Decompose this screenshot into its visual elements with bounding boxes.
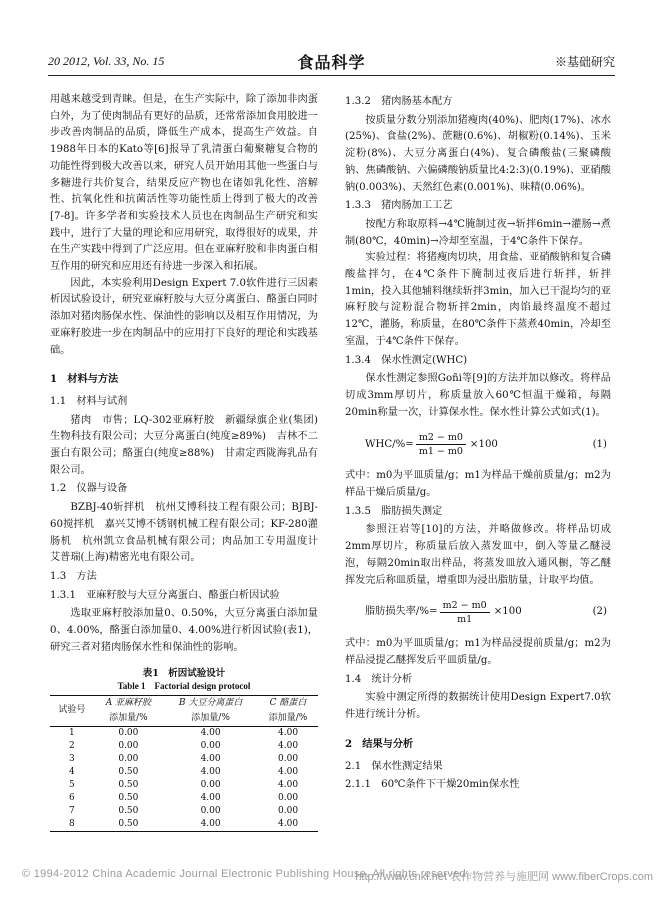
cell: 4.00	[200, 727, 221, 738]
subsection-1-3-5: 1.3.5 脂肪损失测定	[345, 505, 443, 517]
subsection-2-1-1: 2.1.1 60℃条件下干燥20min保水性	[345, 779, 520, 791]
cell: 7	[68, 805, 75, 816]
equation-2-number: (2)	[592, 606, 607, 618]
subsection-1-3-1: 1.3.1 亚麻籽胶与大豆分离蛋白、酪蛋白析因试验	[50, 589, 280, 601]
cell: 1	[68, 727, 75, 738]
table-row	[50, 805, 318, 818]
cell: 0.00	[200, 805, 221, 816]
table-row	[50, 740, 318, 753]
equation-1-multiplier: ×100	[469, 438, 498, 450]
cell: 0.00	[278, 792, 299, 803]
header-rule	[48, 75, 615, 76]
cell: 0.50	[94, 818, 163, 832]
equipment-text: BZBJ-40斩拌机 杭州艾博科技工程有限公司；BJBJ-60搅拌机 嘉兴艾博不锈钢机械工程有限公司；KF-280灌肠机 杭州凯立食品机械有限公司；肉品加工专用温度计 艾普瑞(上海)精密光电有限公司。	[50, 502, 329, 564]
cell: 3	[68, 753, 75, 764]
cell: 4.00	[200, 766, 221, 777]
equation-2-lhs: 脂肪损失率/%=	[365, 606, 438, 618]
materials-text: 猪肉 市售；LQ-302亚麻籽胶 新疆绿旗企业(集团)生物科技有限公司；大豆分离蛋白(纯度≥89%) 吉林不二蛋白有限公司；酪蛋白(纯度≥88%) 甘肃定西陇海乳品有限公司。	[50, 414, 318, 476]
equation-2-multiplier: ×100	[493, 606, 522, 618]
table-row	[50, 779, 318, 792]
copyright-notice: © 1994-2012 China Academic Journal Electronic Publishing House. All rights reserved.	[22, 868, 470, 880]
header-casein-unit: 添加量/%	[258, 711, 318, 727]
cell: 4.00	[278, 740, 299, 751]
header-soy-unit: 添加量/%	[163, 711, 258, 727]
equation-1-denominator: m1 − m0	[418, 446, 463, 458]
table-1-caption: 表1 析因试验设计	[142, 667, 226, 679]
cell: 4.00	[163, 818, 258, 832]
cell: 4	[68, 766, 75, 777]
formula-text: 按质量分数分别添加猪瘦肉(40%)、肥肉(17%)、冰水(25%)、食盐(2%)、蔗糖(0.6%)、胡椒粉(0.14%)、玉米淀粉(8%)、大豆分离蛋白(4%)、复合磷酸盐(三聚磷酸钠、焦磷酸钠、六偏磷酸钠质量比4:2:3)(0.19%)、亚硝酸钠(0.003%)、天然红色素(0.001%)、味精(0.06%)。	[345, 114, 611, 193]
section-2-heading: 2 结果与分析	[345, 737, 414, 750]
subsection-1-3-2: 1.3.2 猪肉肠基本配方	[345, 96, 453, 107]
subsection-1-3-3: 1.3.3 猪肉肠加工工艺	[345, 200, 453, 212]
equation-1-numerator: m2 − m0	[416, 431, 466, 445]
cell: 0.50	[118, 805, 139, 816]
equation-1-fraction	[416, 431, 466, 458]
cell: 8	[50, 818, 94, 832]
factorial-design-table	[50, 695, 318, 832]
right-column	[345, 92, 611, 796]
factorial-text: 选取亚麻籽胶添加量0、0.50%，大豆分离蛋白添加量0、4.00%，酪蛋白添加量0、4.00%进行析因试验(表1)，研究三者对猪肉肠保水性和保油性的影响。	[50, 608, 318, 653]
cell: 4.00	[278, 727, 299, 738]
cell: 4.00	[278, 779, 299, 790]
cell: 4.00	[200, 792, 221, 803]
header-page-volume: 20 2012, Vol. 33, No. 15	[48, 54, 165, 68]
process-flow-text: 按配方称取原料→4℃腌制过夜→斩拌6min→灌肠→煮制(80℃，40min)→冷却至室温，于4℃条件下保存。	[345, 218, 611, 247]
cell: 0.00	[278, 805, 299, 816]
page-footer	[0, 866, 663, 886]
equation-1-number: (1)	[592, 438, 607, 450]
intro-paragraph-1: 用越来越受到青睐。但是，在生产实际中，除了添加非肉蛋白外，为了使肉制品有更好的品质，还常常添加食用胶进一步改善肉制品的品质，降低生产成本，提高生产效益。自1988年日本的Kato等[6]报导了乳清蛋白葡聚糖复合物的功能性得到极大改善以来，研究人员开始用其他一些蛋白与多糖进行共价复合，结果反应产物也在诸如乳化性、溶解性、抗氧化性和抗菌活性等功能性质上得到了极大的改善[7-8]。许多学者和实验技术人员也在肉制品生产研究和实践中，进行了大量的理论和应用研究，取得很好的成果，并在生产实践中得到了广泛应用。但在亚麻籽胶和非肉蛋白相互作用的研究和应用还有待进一步深入和拓展。	[50, 94, 318, 273]
cell: 2	[68, 740, 75, 751]
section-1-heading: 1 材料与方法	[50, 373, 119, 386]
cell: 0.50	[118, 779, 139, 790]
header-trial-number: 试验号	[50, 695, 94, 726]
cell: 5	[68, 779, 75, 790]
equation-1-lhs: WHC/%=	[365, 438, 414, 450]
subsection-2-1: 2.1 保水性测定结果	[345, 760, 443, 772]
cell: 4.00	[258, 818, 318, 832]
cell: 0.00	[118, 727, 139, 738]
experiment-procedure-text: 实验过程：将猪瘦肉切块，用食盐、亚硝酸钠和复合磷酸盐拌匀，在4℃条件下腌制过夜后进行斩拌，斩拌1min，投入其他辅料继续斩拌3min，加入已干混均匀的亚麻籽胶与淀粉混合物斩拌2min，肉馅最终温度不超过12℃，灌肠，称质量，在80℃条件下蒸煮40min，冷却至室温，于4℃条件下保存。	[345, 252, 611, 347]
subsection-1-3-4: 1.3.4 保水性测定(WHC)	[345, 354, 468, 366]
stats-text: 实验中测定所得的数据统计使用Design Expert7.0软件进行统计分析。	[345, 692, 611, 721]
equation-2	[345, 599, 611, 626]
cell: 0.00	[200, 779, 221, 790]
equation-1-where: 式中：m0为平皿质量/g；m1为样品干燥前质量/g；m2为样品干燥后质量/g。	[345, 470, 611, 499]
left-column	[50, 92, 329, 832]
whc-method-text: 保水性测定参照Goñi等[9]的方法并加以修改。将样品切成3mm厚切片，称质量放入60℃恒温干燥箱，每隔20min称量一次，计算保水性。保水性计算公式如式(1)。	[345, 373, 611, 418]
cell: 0.00	[118, 740, 139, 751]
header-flaxseed-gum: A 亚麻籽胶	[94, 695, 163, 711]
header-soy-protein: B 大豆分离蛋白	[163, 695, 258, 711]
equation-2-denominator: m1	[457, 614, 473, 626]
cell: 0.50	[118, 766, 139, 777]
intro-paragraph-2: 因此，本实验利用Design Expert 7.0软件进行三因素析因试验设计，研究亚麻籽胶与大豆分离蛋白、酪蛋白同时添加对猪肉肠保水性、保油性的影响以及相互作用情况，为亚麻籽胶进一步在肉制品中的应用打下良好的理论和实践基础。	[50, 277, 318, 356]
subsection-1-4: 1.4 统计分析	[345, 673, 413, 685]
equation-1	[345, 431, 611, 458]
header-casein: C 酪蛋白	[258, 695, 318, 711]
section-label: ※基础研究	[554, 55, 615, 69]
cell: 0.50	[118, 792, 139, 803]
fat-loss-method-text: 参照汪岩等[10]的方法，并略做修改。将样品切成2mm厚切片，称质量后放入蒸发皿中，倒入等量乙醚浸泡，每隔20min取出样品，将蒸发皿放入通风橱，等乙醚挥发完后称皿质量，增重即为浸出脂肪量，计取平均值。	[345, 524, 611, 586]
subsection-1-2: 1.2 仪器与设备	[50, 483, 128, 495]
page-header	[48, 50, 615, 74]
table-row	[50, 818, 318, 832]
subsection-1-1: 1.1 材料与试剂	[50, 395, 128, 407]
cell: 0.00	[118, 753, 139, 764]
footer-url: http://www.cnki.net 农作物营养与施肥网 www.fiberCrops.com	[355, 871, 653, 883]
cell: 0.00	[278, 753, 299, 764]
cell: 6	[68, 792, 75, 803]
cell: 4.00	[200, 753, 221, 764]
cell: 4.00	[278, 766, 299, 777]
table-row	[50, 792, 318, 805]
table-row	[50, 753, 318, 766]
journal-title: 食品科学	[297, 53, 366, 72]
table-row	[50, 726, 318, 740]
table-1-caption-en: Table 1 Factorial design protocol	[117, 680, 251, 691]
table-row	[50, 766, 318, 779]
equation-2-numerator: m2 − m0	[440, 599, 490, 613]
equation-2-where: 式中：m0为平皿质量/g；m1为样品浸提前质量/g；m2为样品浸提乙醚挥发后平皿质量/g。	[345, 638, 611, 666]
equation-2-fraction	[440, 599, 490, 626]
header-flaxseed-unit: 添加量/%	[94, 711, 163, 727]
subsection-1-3: 1.3 方法	[50, 570, 97, 582]
cell: 0.00	[200, 740, 221, 751]
